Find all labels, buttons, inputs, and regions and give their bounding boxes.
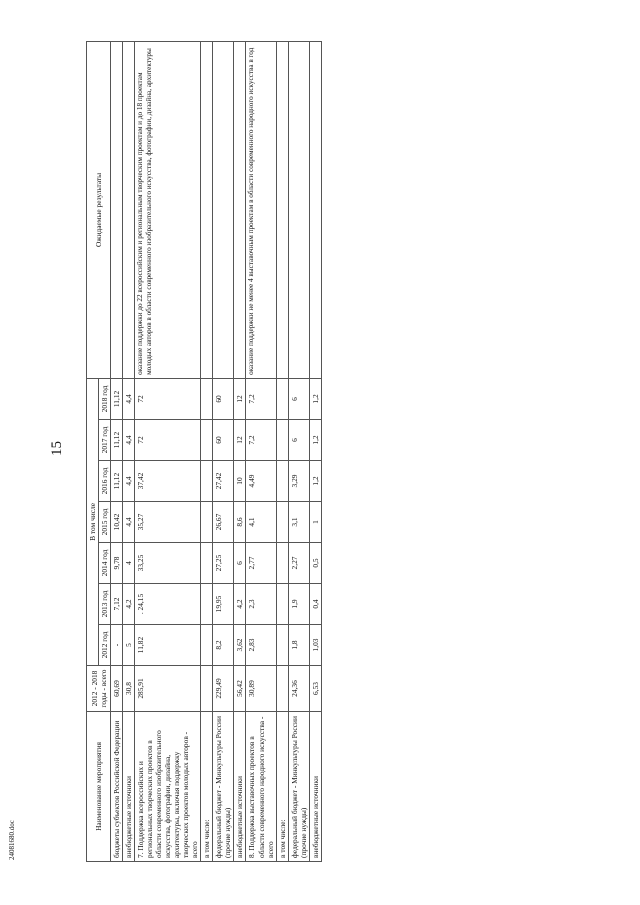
row-year-value: 37,42 bbox=[135, 461, 201, 502]
row-year-value bbox=[201, 378, 213, 419]
row-name: 8. Поддержка выставочных проектов в области современного народного искусства - всего bbox=[246, 712, 276, 862]
row-year-value: 1,8 bbox=[288, 625, 309, 666]
funding-table bbox=[86, 41, 322, 862]
row-year-value: 3,29 bbox=[288, 461, 309, 502]
table-row bbox=[123, 41, 135, 861]
row-result: оказание поддержки не менее 4 выставочным проектам в области современного народного искусства в год bbox=[246, 41, 276, 378]
row-year-value: 27,42 bbox=[213, 461, 234, 502]
row-year-value: 7,12 bbox=[111, 584, 123, 625]
row-year-value: 1,03 bbox=[309, 625, 321, 666]
row-name: внебюджетные источники bbox=[309, 712, 321, 862]
table-row bbox=[309, 41, 321, 861]
table-row bbox=[213, 41, 234, 861]
row-year-value bbox=[276, 461, 288, 502]
row-year-value: 1,2 bbox=[309, 420, 321, 461]
page-number bbox=[50, 440, 65, 457]
table-row bbox=[246, 41, 276, 861]
row-result bbox=[309, 41, 321, 378]
row-year-value: 8,6 bbox=[234, 502, 246, 543]
row-year-value bbox=[201, 543, 213, 584]
row-year-value: 12 bbox=[234, 378, 246, 419]
row-year-value: 11,12 bbox=[111, 461, 123, 502]
row-total: 24,36 bbox=[288, 666, 309, 712]
row-year-value: 26,67 bbox=[213, 502, 234, 543]
table-row bbox=[276, 41, 288, 861]
row-year-value: 11,12 bbox=[111, 378, 123, 419]
row-year-value: 10 bbox=[234, 461, 246, 502]
row-year-value bbox=[201, 502, 213, 543]
row-year-value bbox=[276, 502, 288, 543]
row-year-value: 7,2 bbox=[246, 378, 276, 419]
row-name: в том числе: bbox=[276, 712, 288, 862]
row-year-value: 11,82 bbox=[135, 625, 201, 666]
row-name: 7. Поддержка всероссийских и региональных творческих проектов в области современного изобразительного искусства, фотографии, дизайна, архитектуры, включая поддержку творческих проектов молодых авторов - всего bbox=[135, 712, 201, 862]
row-year-value: 4,4 bbox=[123, 502, 135, 543]
row-result bbox=[213, 41, 234, 378]
row-year-value: 72 bbox=[135, 378, 201, 419]
row-year-value: 4,2 bbox=[234, 584, 246, 625]
header-year: 2013 год bbox=[99, 584, 111, 625]
row-total bbox=[201, 666, 213, 712]
row-year-value bbox=[201, 461, 213, 502]
row-year-value: 7,2 bbox=[246, 420, 276, 461]
row-total: 285,91 bbox=[135, 666, 201, 712]
row-name: бюджеты субъектов Российской Федерации bbox=[111, 712, 123, 862]
row-year-value bbox=[276, 378, 288, 419]
row-year-value: 4,2 bbox=[123, 584, 135, 625]
header-year: 2018 год bbox=[99, 378, 111, 419]
row-year-value bbox=[201, 625, 213, 666]
row-year-value bbox=[276, 420, 288, 461]
row-year-value: 1,9 bbox=[288, 584, 309, 625]
row-name: внебюджетные источники bbox=[123, 712, 135, 862]
row-year-value: 2,27 bbox=[288, 543, 309, 584]
row-year-value: 0,5 bbox=[309, 543, 321, 584]
row-total: 30,8 bbox=[123, 666, 135, 712]
table-body bbox=[111, 41, 322, 861]
row-year-value: 1 bbox=[309, 502, 321, 543]
row-year-value: 6 bbox=[288, 378, 309, 419]
row-year-value: 4,49 bbox=[246, 461, 276, 502]
row-total: 6,53 bbox=[309, 666, 321, 712]
row-year-value: 8,2 bbox=[213, 625, 234, 666]
row-year-value: 5 bbox=[123, 625, 135, 666]
row-year-value: 12 bbox=[234, 420, 246, 461]
row-year-value bbox=[276, 584, 288, 625]
row-year-value: 3,1 bbox=[288, 502, 309, 543]
row-year-value: 60 bbox=[213, 378, 234, 419]
row-total bbox=[276, 666, 288, 712]
row-result bbox=[201, 41, 213, 378]
document-code-text: 2408​1680.doc bbox=[8, 820, 16, 860]
table-row bbox=[201, 41, 213, 861]
row-year-value: 2,77 bbox=[246, 543, 276, 584]
row-year-value: 10,42 bbox=[111, 502, 123, 543]
row-year-value: 4,4 bbox=[123, 378, 135, 419]
header-year: 2014 год bbox=[99, 543, 111, 584]
row-year-value bbox=[276, 625, 288, 666]
row-year-value: - bbox=[111, 625, 123, 666]
row-year-value bbox=[201, 584, 213, 625]
rotated-table-container bbox=[86, 42, 564, 862]
row-year-value: 9,78 bbox=[111, 543, 123, 584]
row-result bbox=[276, 41, 288, 378]
row-year-value bbox=[276, 543, 288, 584]
row-year-value: 4,4 bbox=[123, 420, 135, 461]
table-row bbox=[135, 41, 201, 861]
row-year-value: 60 bbox=[213, 420, 234, 461]
row-result bbox=[234, 41, 246, 378]
row-name: федеральный бюджет - Минкультуры России (прочие нужды) bbox=[288, 712, 309, 862]
row-year-value: 19,95 bbox=[213, 584, 234, 625]
document-code bbox=[8, 820, 48, 868]
row-name: федеральный бюджет - Минкультуры России (прочие нужды) bbox=[213, 712, 234, 862]
row-year-value: 2,83 bbox=[246, 625, 276, 666]
row-year-value: 6 bbox=[288, 420, 309, 461]
row-year-value: 33,25 bbox=[135, 543, 201, 584]
table-row bbox=[234, 41, 246, 861]
row-result bbox=[123, 41, 135, 378]
header-year: 2017 год bbox=[99, 420, 111, 461]
row-year-value: . 24,15 bbox=[135, 584, 201, 625]
header-total: 2012 - 2018 годы - всего bbox=[87, 666, 111, 712]
header-year: 2016 год bbox=[99, 461, 111, 502]
row-name: в том числе: bbox=[201, 712, 213, 862]
header-name: Наименование мероприятия bbox=[87, 712, 111, 862]
row-result bbox=[288, 41, 309, 378]
row-result bbox=[111, 41, 123, 378]
table-header bbox=[87, 41, 111, 861]
row-year-value: 4 bbox=[123, 543, 135, 584]
row-total: 30,89 bbox=[246, 666, 276, 712]
row-name: внебюджетные источники bbox=[234, 712, 246, 862]
row-year-value: 0,4 bbox=[309, 584, 321, 625]
row-year-value: 72 bbox=[135, 420, 201, 461]
row-result: оказание поддержки до 22 всероссийским и региональным творческим проектам и до 18 проектам молодых авторов в области современного изобразительного искусства, фотографии, дизайна, архитектуры bbox=[135, 41, 201, 378]
row-year-value: 1,2 bbox=[309, 378, 321, 419]
page-number-text: 15 bbox=[49, 441, 65, 456]
row-year-value: 2,3 bbox=[246, 584, 276, 625]
row-total: 56,42 bbox=[234, 666, 246, 712]
row-year-value: 4,4 bbox=[123, 461, 135, 502]
header-in-total: В том числе bbox=[87, 378, 99, 665]
row-year-value: 6 bbox=[234, 543, 246, 584]
row-year-value: 4,1 bbox=[246, 502, 276, 543]
row-year-value: 27,25 bbox=[213, 543, 234, 584]
row-year-value: 11,12 bbox=[111, 420, 123, 461]
header-year: 2015 год bbox=[99, 502, 111, 543]
table-row bbox=[111, 41, 123, 861]
row-total: 60,69 bbox=[111, 666, 123, 712]
row-year-value: 35,27 bbox=[135, 502, 201, 543]
row-total: 229,49 bbox=[213, 666, 234, 712]
header-results: Ожидаемые результаты bbox=[87, 41, 111, 378]
header-year: 2012 год bbox=[99, 625, 111, 666]
row-year-value bbox=[201, 420, 213, 461]
row-year-value: 3,62 bbox=[234, 625, 246, 666]
row-year-value: 1,2 bbox=[309, 461, 321, 502]
table-row bbox=[288, 41, 309, 861]
